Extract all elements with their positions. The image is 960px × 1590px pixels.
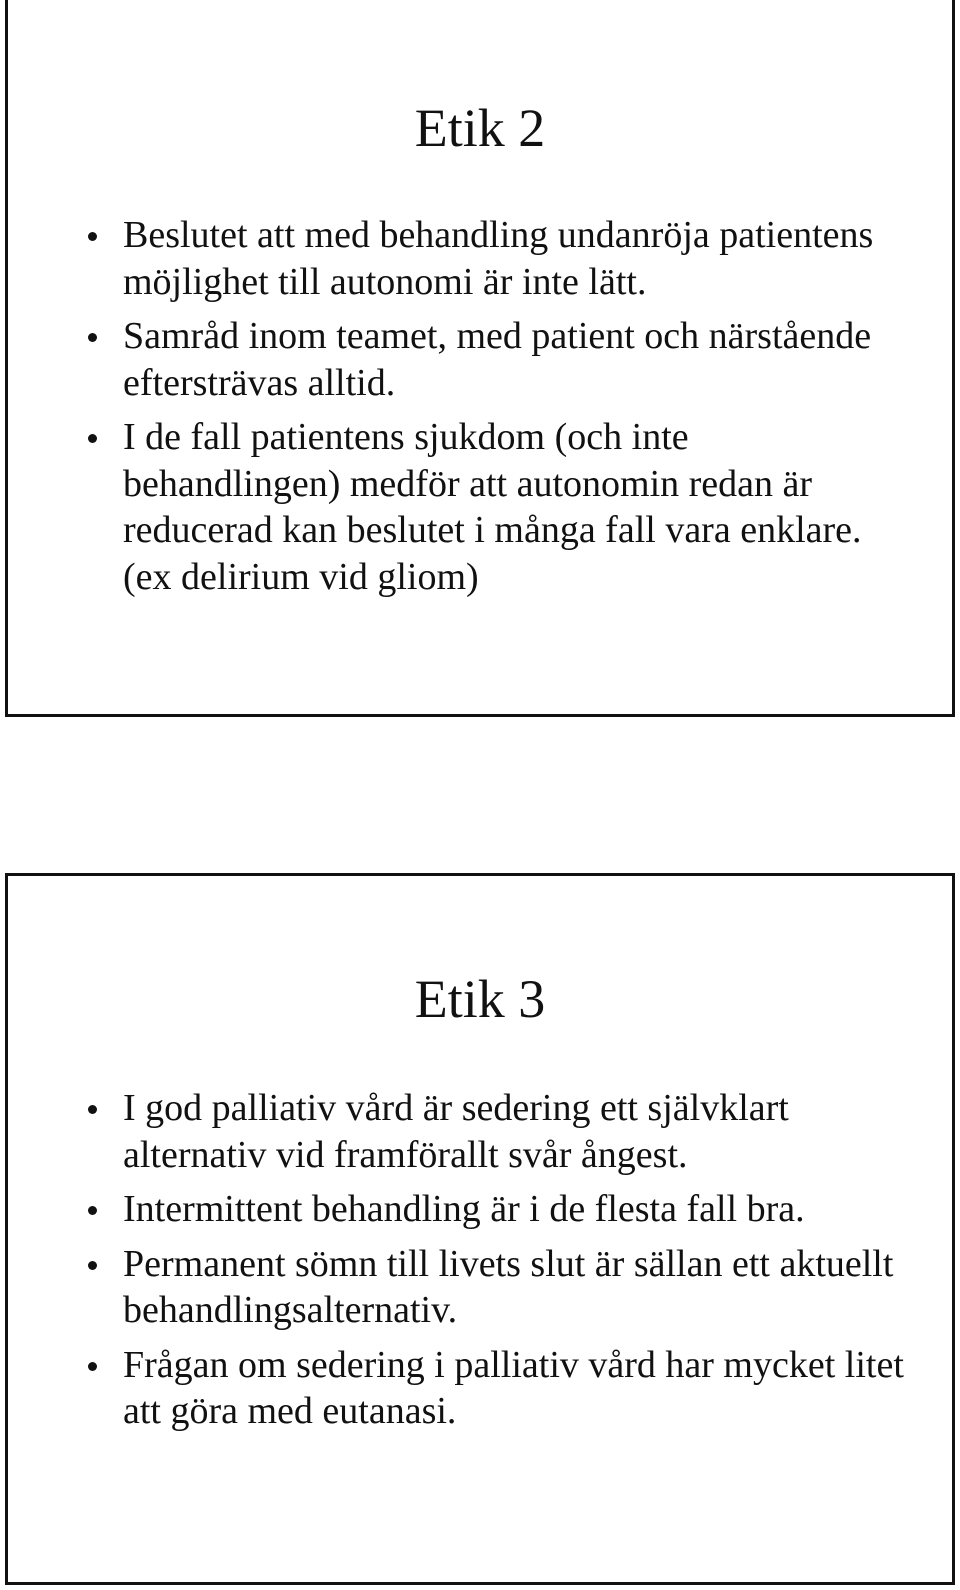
slide-etik-3 — [5, 873, 955, 1585]
bullet-item: Beslutet att med behandling undanröja patientens möjlighet till autonomi är inte lätt. — [123, 212, 912, 305]
slide-title: Etik 3 — [414, 969, 546, 1029]
bullet-item: I de fall patientens sjukdom (och inte behandlingen) medför att autonomin redan är reducerad kan beslutet i många fall vara enklare. (ex delirium vid gliom) — [123, 414, 912, 600]
bullet-list — [123, 1085, 912, 1443]
bullet-item: Permanent sömn till livets slut är sällan ett aktuellt behandlingsalternativ. — [123, 1241, 912, 1334]
bullet-item: Samråd inom teamet, med patient och närstående eftersträvas alltid. — [123, 313, 912, 406]
bullet-list — [123, 212, 912, 608]
slide-title: Etik 2 — [414, 98, 546, 158]
bullet-item: Frågan om sedering i palliativ vård har mycket litet att göra med eutanasi. — [123, 1342, 912, 1435]
bullet-item: I god palliativ vård är sedering ett självklart alternativ vid framförallt svår ångest. — [123, 1085, 912, 1178]
bullet-item: Intermittent behandling är i de flesta fall bra. — [123, 1186, 912, 1233]
slide-etik-2 — [5, 0, 955, 717]
